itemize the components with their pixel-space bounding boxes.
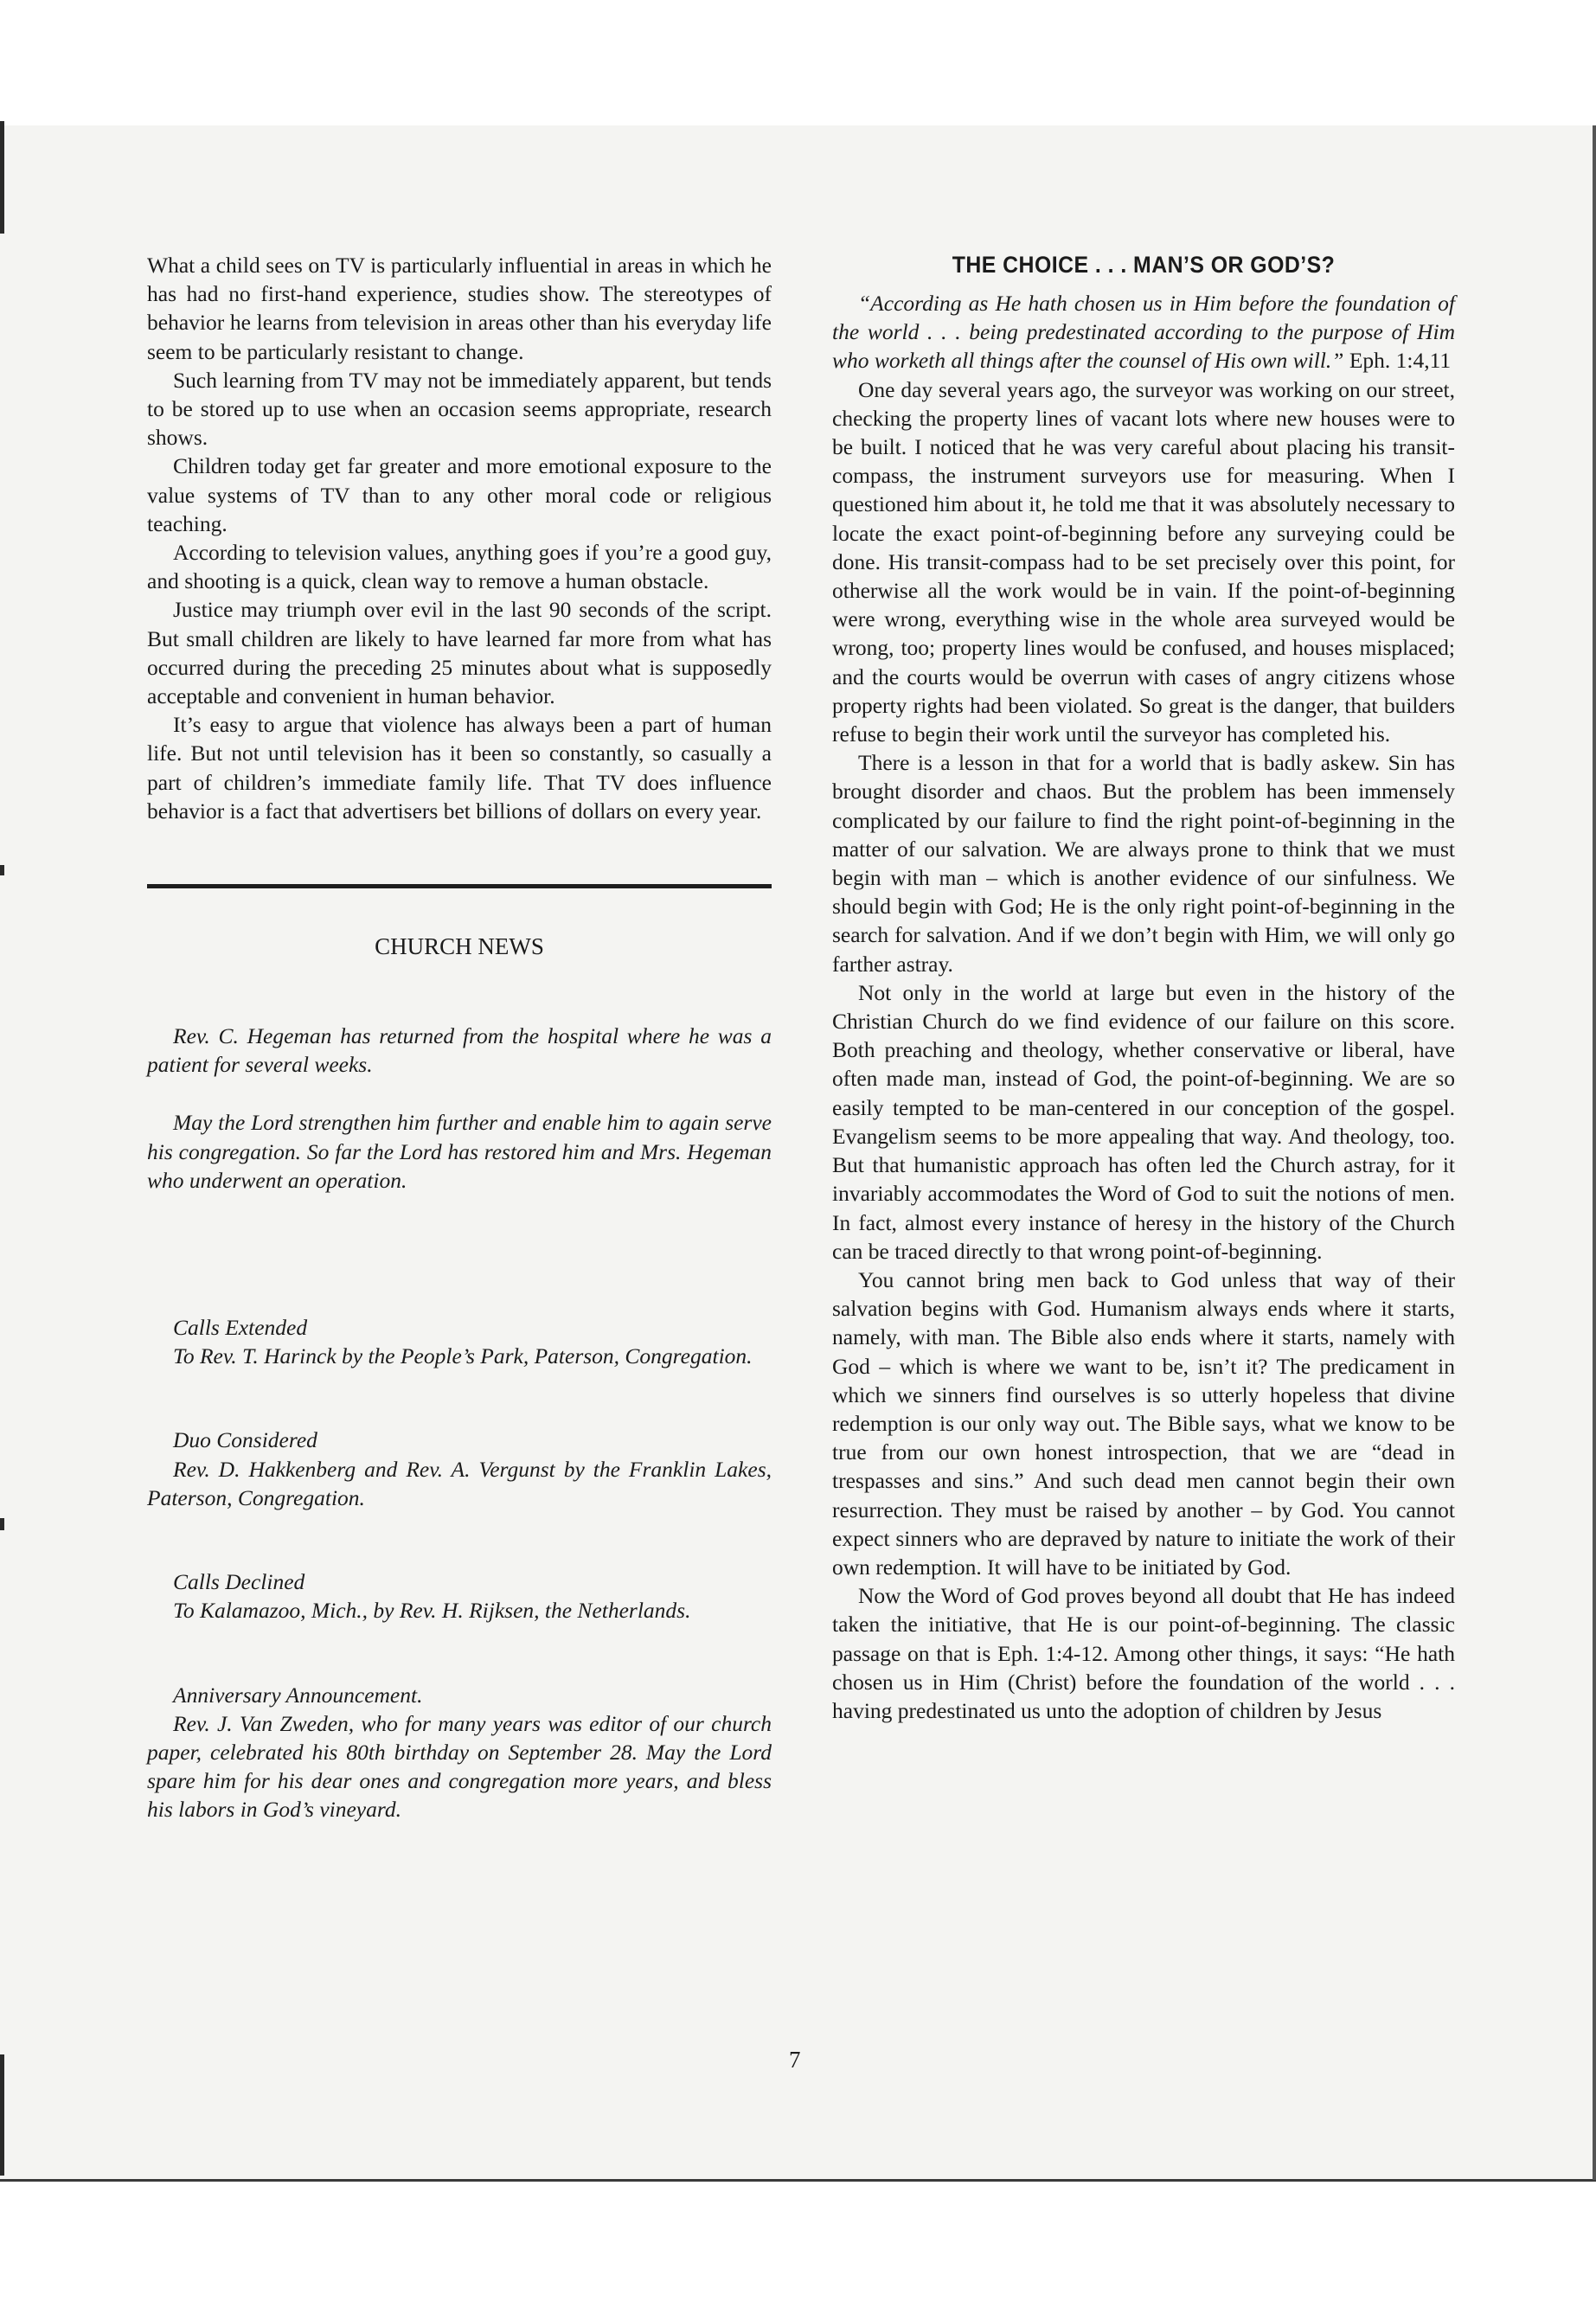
article-paragraph: There is a lesson in that for a world that is badly askew. Sin has brought disorder and chaos. But the problem has been immensely complicated by our failure to find the right point-of-beginning in the matter of our salvation. We are always prone to think that we must begin with man – which is another evidence of our sinfulness. We should begin with God; He is the only right point-of-beginning in the search for salvation. And if we don’t begin with Him, we will only go farther astray. [832, 750, 1455, 977]
scan-edge-mark [0, 1518, 4, 1530]
duo-considered-text: Rev. D. Hakkenberg and Rev. A. Vergunst by the Franklin Lakes, Paterson, Congregation. [147, 1456, 772, 1510]
article-paragraph: You cannot bring men back to God unless that way of their salvation begins with God. Humanism always ends where it starts, namely, with man. The Bible also ends where it starts, namely with God – which is where we want to be, isn’t it? The predicament in which we sinners find ourselves is so utterly hopeless that divine redemption is our only way out. The Bible says, what we know to be true from our own honest introspection, that we are “dead in trespasses and sins.” And such dead men cannot begin their own resurrection. They must be raised by another – by God. You cannot expect sinners who are depraved by nature to initiate the work of their own redemption. It will have to be initiated by God. [832, 1266, 1455, 1580]
section-divider [147, 884, 772, 888]
scripture-reference: Eph. 1:4,11 [1343, 348, 1452, 374]
scan-margin-top [0, 0, 1596, 125]
calls-extended-title: Calls Extended [173, 1315, 308, 1341]
page-bottom-edge [0, 2179, 1596, 2182]
article-paragraph: One day several years ago, the surveyor was working on our street, checking the property lines of vacant lots where new houses were to be built. I noticed that he was very careful about placing his transit-compass, the instrument surveyors use for measuring. When I questioned him about it, he told me that it was absolutely necessary to locate the exact point-of-beginning before any surveying could be done. His transit-compass had to be set precisely over this point, for otherwise all the work would be in vain. If the point-of-beginning were wrong, everything wise in the whole area surveyed would be wrong, too; property lines would be confused, and houses misplaced; and the courts would be overrun with cases of angry citizens whose property rights had been violated. So great is the danger, that builders refuse to begin their work until the surveyor has completed his. [832, 376, 1455, 747]
duo-considered-title: Duo Considered [173, 1427, 317, 1453]
calls-extended-text: To Rev. T. Harinck by the People’s Park, Paterson, Congregation. [173, 1343, 753, 1369]
scripture-text: “According as He hath chosen us in Him before the foundation of the world . . . being predestinated according to the purpose of Him who worketh all things after the counsel of His own will.” [832, 291, 1455, 374]
right-column [832, 251, 1455, 1725]
tv-paragraph: Justice may triumph over evil in the last 90 seconds of the script. But small children are likely to have learned far more from what has occurred during the preceding 25 minutes about what is supposedly acceptable and convenient in human behavior. [147, 597, 772, 709]
left-column [147, 251, 772, 1824]
news-hegeman-prayer: May the Lord strengthen him further and enable him to again serve his congregation. So far the Lord has restored him and Mrs. Hegeman who underwent an operation. [147, 1110, 772, 1193]
article-paragraph: Not only in the world at large but even in the history of the Christian Church do we find evidence of our failure on this score. Both preaching and theology, whether conservative or liberal, have often made man, instead of God, the point-of-beginning. We are so easily tempted to be man-centered in our conception of the gospel. Evangelism seems to be more appealing that way. And theology, too. But that humanistic approach has often led the Church astray, for it invariably accommodates the Word of God to suit the notions of men. In fact, almost every instance of heresy in the history of the Church can be traced directly to that wrong point-of-beginning. [832, 979, 1455, 1264]
scripture-quote [832, 289, 1455, 375]
tv-paragraph: Such learning from TV may not be immediately apparent, but tends to be stored up to use when an occasion seems appropriate, research shows. [147, 367, 772, 451]
scan-edge-right [1593, 125, 1596, 2180]
scan-edge-mark [0, 865, 4, 875]
anniversary-title: Anniversary Announcement. [173, 1682, 423, 1708]
article-title: THE CHOICE . . . MAN’S OR GOD’S? [952, 252, 1336, 278]
page-number: 7 [789, 2047, 801, 2073]
article-paragraph: Now the Word of God proves beyond all doubt that He has indeed taken the initiative, that He is our point-of-beginning. The classic passage on that is Eph. 1:4-12. Among other things, it says: “He hath chosen us in Him (Christ) before the foundation of the world . . . having predestinated us unto the adoption of children by Jesus [832, 1583, 1455, 1723]
anniversary-text: Rev. J. Van Zweden, who for many years was editor of our church paper, celebrated his 80th birthday on September 28. May the Lord spare him for his dear ones and congregation more years, and bless his labors in God’s vineyard. [147, 1710, 772, 1823]
church-news-heading: CHURCH NEWS [375, 933, 544, 960]
scan-edge-mark [0, 121, 4, 234]
scan-edge-mark [0, 2054, 4, 2176]
tv-paragraph: It’s easy to argue that violence has always been a part of human life. But not until television has it been so constantly, so casually a part of children’s immediate family life. That TV does influence behavior is a fact that advertisers bet billions of dollars on every year. [147, 712, 772, 824]
tv-paragraph: What a child sees on TV is particularly influential in areas in which he has had no first-hand experience, studies show. The stereotypes of behavior he learns from television in areas other than his everyday life seem to be particularly resistant to change. [147, 253, 772, 364]
calls-declined-title: Calls Declined [173, 1569, 305, 1595]
calls-declined-text: To Kalamazoo, Mich., by Rev. H. Rijksen, the Netherlands. [173, 1598, 691, 1624]
tv-paragraph: Children today get far greater and more emotional exposure to the value systems of TV than to any other moral code or religious teaching. [147, 453, 772, 536]
tv-paragraph: According to television values, anything goes if you’re a good guy, and shooting is a quick, clean way to remove a human obstacle. [147, 540, 772, 594]
news-hegeman-return: Rev. C. Hegeman has returned from the hospital where he was a patient for several weeks. [147, 1023, 772, 1078]
